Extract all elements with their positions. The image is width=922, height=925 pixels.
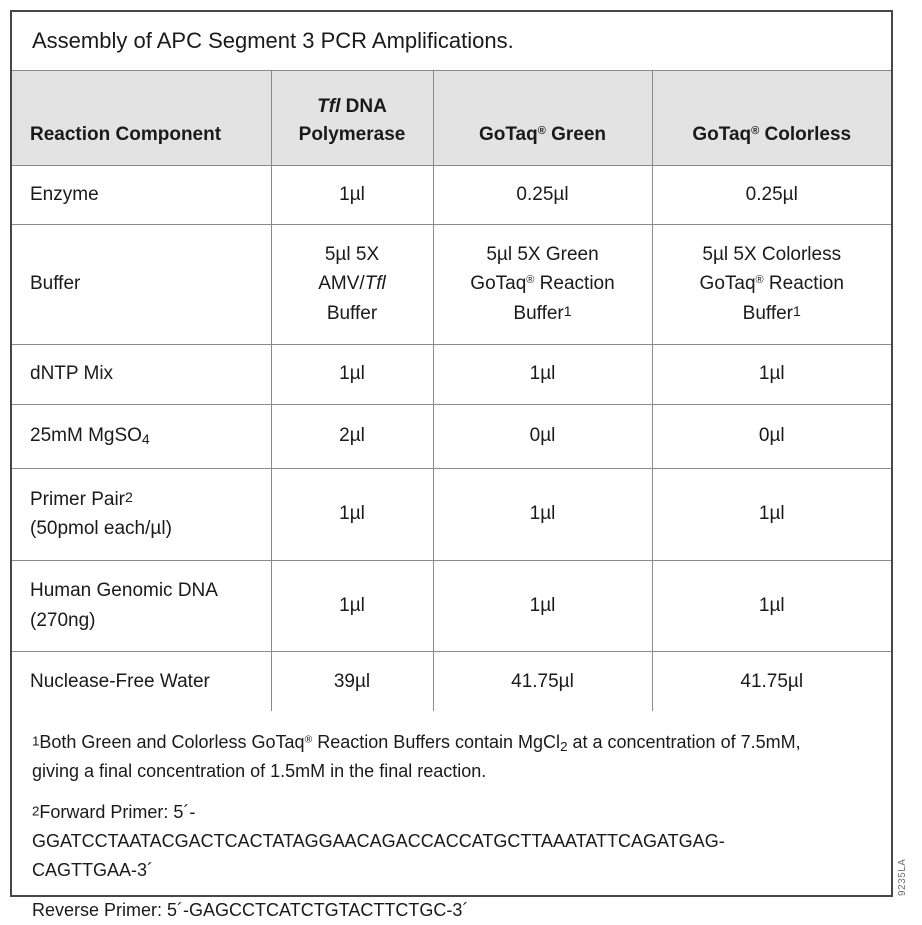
- figure-title-bar: [12, 12, 891, 71]
- cell-tfl-value: 2µl: [271, 404, 433, 468]
- header-gotaq-colorless: GoTaq® Colorless: [652, 71, 891, 165]
- cell-green-value: 0.25µl: [433, 165, 652, 224]
- footnote-reverse-primer: Reverse Primer: 5´-GAGCCTCATCTGTACTTCTGC-3´: [32, 900, 469, 921]
- cell-green-value: 1µl: [433, 344, 652, 404]
- header-reaction-component: Reaction Component: [12, 71, 271, 165]
- pcr-assembly-table: [12, 71, 891, 711]
- cell-component: Primer Pair2 (50pmol each/µl): [12, 468, 271, 560]
- table-row-mgso4: [12, 404, 891, 468]
- cell-green-value: 0µl: [433, 404, 652, 468]
- figure-title: Assembly of APC Segment 3 PCR Amplifications.: [32, 28, 514, 53]
- cell-green-value: 41.75µl: [433, 651, 652, 711]
- cell-colorless-value: 0.25µl: [652, 165, 891, 224]
- cell-component: dNTP Mix: [12, 344, 271, 404]
- part-number-label: 9235LA: [897, 858, 908, 896]
- header-tfl-dna-polymerase: Tfl DNA Polymerase: [271, 71, 433, 165]
- cell-colorless-value: 1µl: [652, 344, 891, 404]
- cell-colorless-value: 1µl: [652, 468, 891, 560]
- cell-tfl-value: 1µl: [271, 344, 433, 404]
- cell-tfl-value: 1µl: [271, 165, 433, 224]
- footnote-forward-primer: $^2$Forward Primer: 5´-GGATCCTAATACGACTCACTATAGGAACAGACCACCATGCTTAAATATTCAGATGAG- CAGTTGAA-3´: [32, 801, 725, 880]
- cell-component: Human Genomic DNA (270ng): [12, 560, 271, 651]
- table-row-primer-pair: [12, 468, 891, 560]
- table-row-nuclease-free-water: [12, 651, 891, 711]
- table-header-row: [12, 71, 891, 165]
- cell-colorless-value: 1µl: [652, 560, 891, 651]
- footnote-buffer-mgcl2: $^1$Both Green and Colorless GoTaq® Reaction Buffers contain MgCl$_2$ at a concentration of 7.5mM, giving a final concentration of 1.5mM in the final reaction.: [32, 732, 801, 782]
- cell-tfl-value: 5µl 5X AMV/Tfl Buffer: [271, 224, 433, 344]
- cell-component: Enzyme: [12, 165, 271, 224]
- figure-frame: [10, 10, 893, 921]
- cell-tfl-value: 1µl: [271, 468, 433, 560]
- table-row-genomic-dna: [12, 560, 891, 651]
- cell-green-value: 5µl 5X Green GoTaq® Reaction Buffer1: [433, 224, 652, 344]
- table-row-enzyme: [12, 165, 891, 224]
- cell-component: Buffer: [12, 224, 271, 344]
- cell-green-value: 1µl: [433, 468, 652, 560]
- cell-colorless-value: 0µl: [652, 404, 891, 468]
- cell-green-value: 1µl: [433, 560, 652, 651]
- cell-component: 25mM MgSO$_4$: [12, 404, 271, 468]
- cell-colorless-value: 5µl 5X Colorless GoTaq® Reaction Buffer1: [652, 224, 891, 344]
- cell-colorless-value: 41.75µl: [652, 651, 891, 711]
- cell-component: Nuclease-Free Water: [12, 651, 271, 711]
- cell-tfl-value: 1µl: [271, 560, 433, 651]
- cell-tfl-value: 39µl: [271, 651, 433, 711]
- table-row-buffer: [12, 224, 891, 344]
- footnotes-section: [12, 711, 891, 925]
- header-gotaq-green: GoTaq® Green: [433, 71, 652, 165]
- table-row-dntp-mix: [12, 344, 891, 404]
